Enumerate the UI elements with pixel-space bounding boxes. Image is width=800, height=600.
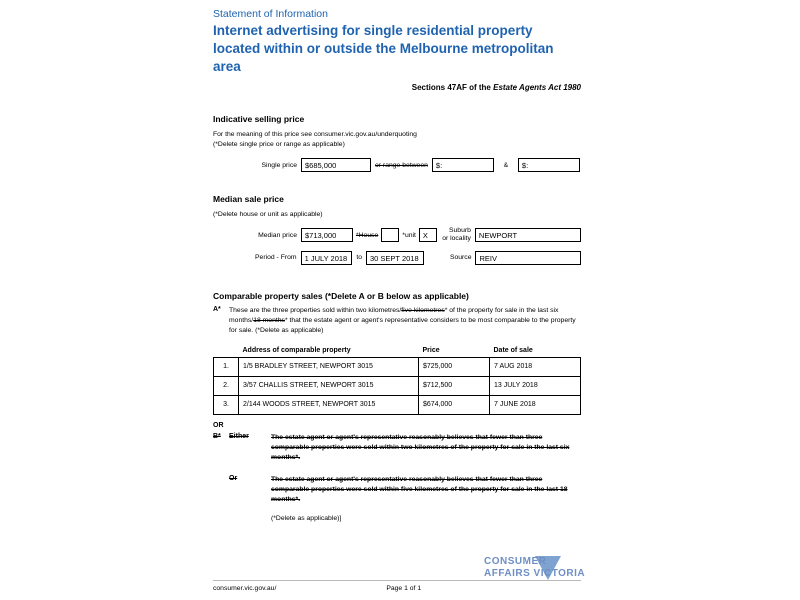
option-a-text-3: * that the estate agent or agent's representative considers to be most comparable to the property for sale. (*Delete as applicable) (229, 317, 576, 335)
option-b-or-text: The estate agent or agent's representative reasonably believes that fewer than three comparable properties were sold within five kilometres of the property for sale in the last 18 months*. (271, 476, 568, 504)
comparable-sales-table (213, 345, 581, 415)
unit-label: *unit (402, 231, 416, 239)
sections-prefix: Sections 47AF of the (411, 83, 494, 93)
row-price[interactable]: $674,000 (419, 395, 490, 414)
indicative-price-note-2: (*Delete single price or range as applicable) (213, 141, 345, 149)
page-footer (213, 580, 581, 592)
range-from-field[interactable]: $: (432, 158, 494, 172)
median-period-row (213, 251, 581, 265)
row-number: 3. (214, 395, 239, 414)
page-title: Internet advertising for single residential property located within or outside the Melbourne metropolitan area (213, 23, 554, 74)
single-price-field[interactable]: $685,000 (301, 158, 371, 172)
option-b-block (213, 433, 581, 464)
option-a-text (229, 306, 581, 337)
option-b-either-text: The estate agent or agent's representative reasonably believes that fewer than three comparable properties were sold within two kilometres of the property for sale in the last six months*. (271, 433, 570, 461)
row-address[interactable]: 3/57 CHALLIS STREET, NEWPORT 3015 (239, 376, 419, 395)
row-address[interactable]: 2/144 WOODS STREET, NEWPORT 3015 (239, 395, 419, 414)
range-to-field[interactable]: $: (518, 158, 580, 172)
median-price-note: (*Delete house or unit as applicable) (213, 211, 323, 219)
table-header-date: Date of sale (490, 345, 581, 358)
table-header-price: Price (419, 345, 490, 358)
row-number: 2. (214, 376, 239, 395)
median-price-field[interactable]: $713,000 (301, 228, 353, 242)
table-row (214, 376, 581, 395)
suburb-field[interactable]: NEWPORT (475, 228, 581, 242)
comparable-sales-heading: Comparable property sales (*Delete A or B below as applicable) (213, 290, 469, 301)
footer-page-number: Page 1 of 1 (386, 585, 422, 592)
consumer-affairs-victoria-logo (484, 556, 588, 582)
table-header-row (214, 345, 581, 358)
single-price-label: Single price (261, 161, 297, 169)
median-price-row (213, 227, 581, 244)
row-date[interactable]: 7 AUG 2018 (490, 357, 581, 376)
row-number: 1. (214, 357, 239, 376)
option-a-text-1: These are the three properties sold within two kilometres/ (229, 306, 402, 314)
house-label: *House (356, 231, 379, 239)
table-header-address: Address of comparable property (239, 345, 419, 358)
delete-as-applicable-note: (*Delete as applicable)] (271, 514, 342, 522)
period-to-field[interactable]: 30 SEPT 2018 (366, 251, 424, 265)
row-price[interactable]: $725,000 (419, 357, 490, 376)
suburb-label (437, 227, 475, 244)
indicative-price-heading: Indicative selling price (213, 114, 305, 125)
suburb-label-line1: Suburb (448, 226, 471, 234)
source-label: Source (449, 254, 472, 262)
document-content (213, 8, 581, 522)
row-address[interactable]: 1/5 BRADLEY STREET, NEWPORT 3015 (239, 357, 419, 376)
table-row (214, 357, 581, 376)
sections-reference (213, 83, 581, 92)
median-price-label: Median price (258, 231, 297, 239)
sections-act-name: Estate Agents Act 1980 (493, 83, 581, 93)
option-a-text-2: * of the property for sale in the last six months/ (229, 306, 559, 325)
median-price-heading: Median sale price (213, 194, 284, 205)
house-checkbox-field[interactable] (381, 228, 399, 242)
or-range-between-label: or range between (375, 161, 428, 169)
logo-line-1: CONSUMER (484, 556, 547, 567)
indicative-price-note-1: For the meaning of this price see consumer.vic.gov.au/underquoting (213, 131, 417, 139)
row-date[interactable]: 7 JUNE 2018 (490, 395, 581, 414)
table-header-blank (214, 345, 239, 358)
option-b-or-label: Or (229, 475, 238, 483)
option-b-or-block (213, 475, 581, 506)
row-date[interactable]: 13 JULY 2018 (490, 376, 581, 395)
option-a-strike-2: 18 months (253, 317, 285, 325)
option-b-either-label: Either (229, 432, 249, 440)
range-ampersand: & (503, 161, 509, 169)
document-kicker: Statement of Information (213, 8, 328, 20)
source-field[interactable]: REIV (475, 251, 581, 265)
option-a-mark: A* (213, 305, 221, 313)
logo-line-2: AFFAIRS VICTORIA (484, 568, 586, 579)
option-a-strike-1: five kilometres (401, 306, 445, 314)
or-separator: OR (213, 421, 224, 429)
row-price[interactable]: $712,500 (419, 376, 490, 395)
period-from-field[interactable]: 1 JULY 2018 (301, 251, 353, 265)
suburb-label-line2: or locality (442, 235, 471, 243)
period-label: Period - From (255, 254, 297, 262)
option-b-mark: B* (213, 432, 221, 440)
unit-checkbox-field[interactable]: X (419, 228, 437, 242)
indicative-price-fields (213, 158, 581, 172)
period-to-label: to (356, 254, 362, 262)
footer-url[interactable]: consumer.vic.gov.au/ (213, 585, 277, 592)
table-row (214, 395, 581, 414)
option-a-block (213, 306, 581, 337)
